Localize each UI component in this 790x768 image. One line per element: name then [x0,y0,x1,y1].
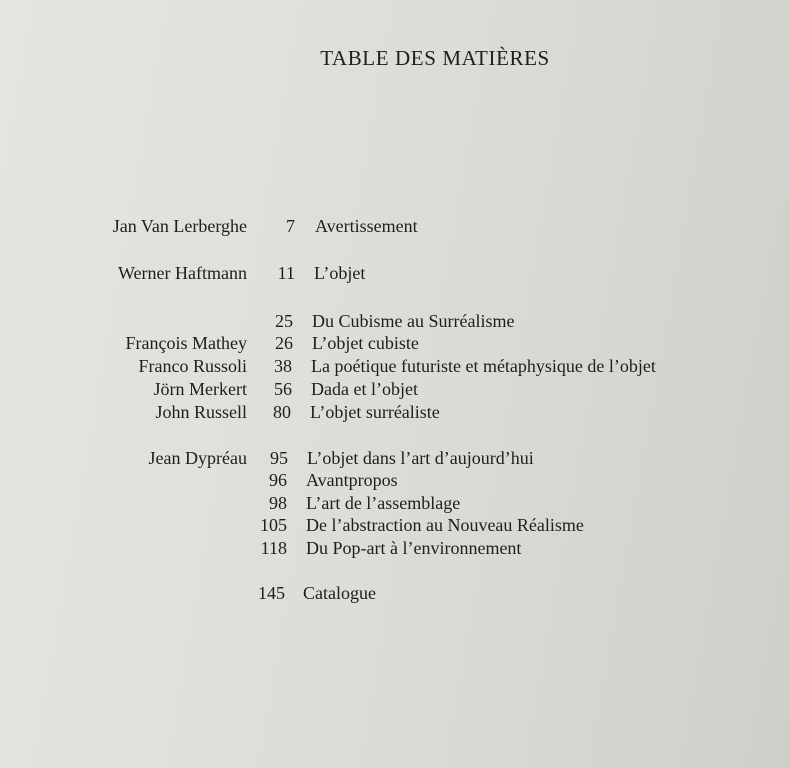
toc-title: L’objet dans l’art d’aujourd’hui [307,448,534,468]
toc-page-number: 80 [273,402,291,422]
toc-entry [0,536,790,560]
toc-page-number: 56 [274,379,292,399]
toc-entry [0,513,790,537]
toc-title: Catalogue [303,583,376,603]
toc-title: Du Cubisme au Surréalisme [312,311,515,331]
toc-page-number: 145 [258,583,285,603]
toc-author: John Russell [155,402,247,422]
toc-entry [0,446,790,470]
toc-author: Jan Van Lerberghe [112,216,247,236]
toc-title: L’objet surréaliste [310,402,440,422]
toc-page-number: 118 [260,538,287,558]
toc-author: François Mathey [125,333,247,353]
toc-entry [0,581,790,605]
toc-page-number: 98 [269,493,287,513]
toc-title: Du Pop-art à l’environnement [306,538,522,558]
toc-page-number: 7 [286,216,295,236]
toc-page-number: 26 [275,333,293,353]
toc-title: De l’abstraction au Nouveau Réalisme [306,515,584,535]
toc-title: L’objet [314,263,366,283]
toc-page-number: 96 [269,470,287,490]
toc-title: L’objet cubiste [312,333,419,353]
toc-entry [0,468,790,492]
toc-entry [0,400,790,424]
toc-author: Werner Haftmann [118,263,247,283]
toc-author: Jean Dypréau [148,448,247,468]
toc-page-number: 38 [274,356,292,376]
toc-entry [0,214,790,238]
toc-entry [0,331,790,355]
toc-title: Dada et l’objet [311,379,418,399]
toc-title: Avantpropos [306,470,398,490]
toc-page-number: 95 [270,448,288,468]
toc-title: L’art de l’assemblage [306,493,461,513]
toc-page-number: 11 [277,263,295,283]
toc-entry [0,354,790,378]
page-title: TABLE DES MATIÈRES [320,46,550,70]
toc-page-number: 105 [260,515,287,535]
toc-entry [0,261,790,285]
toc-entry [0,377,790,401]
toc-entry [0,309,790,333]
toc-author: Jörn Merkert [153,379,247,399]
toc-page-number: 25 [275,311,293,331]
toc-title: La poétique futuriste et métaphysique de l’objet [311,356,656,376]
toc-author: Franco Russoli [138,356,247,376]
toc-title: Avertissement [315,216,418,236]
toc-entry [0,491,790,515]
